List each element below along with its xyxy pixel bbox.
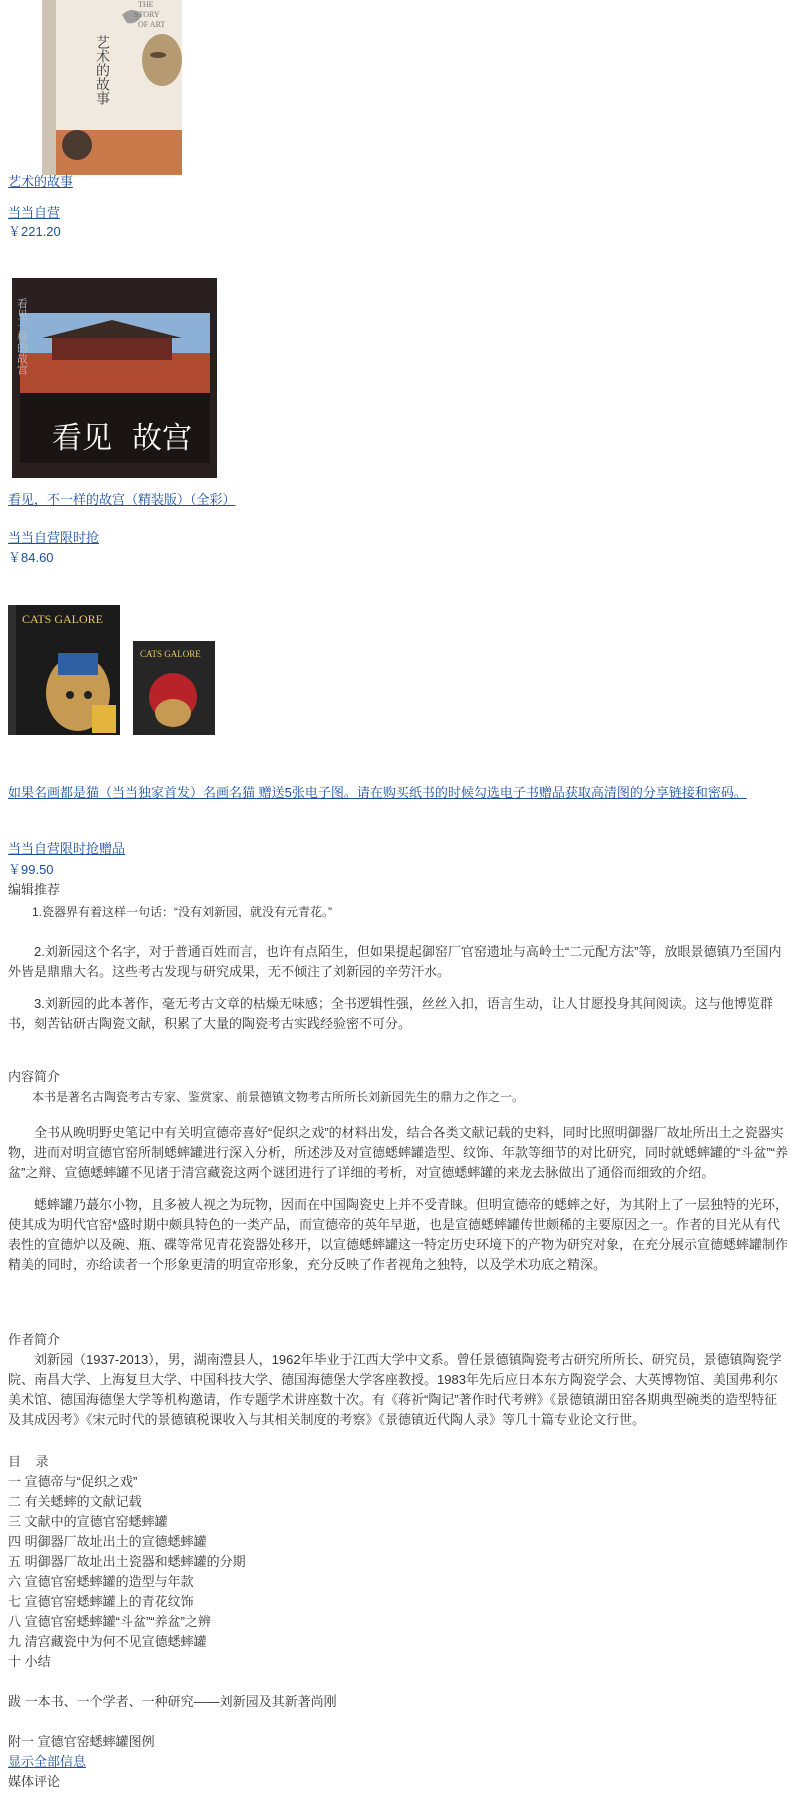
intro-lead: 本书是著名古陶瓷考古专家、鉴赏家、前景德镇文物考古所所长刘新园先生的鼎力之作之一。 bbox=[32, 1090, 525, 1104]
author-paragraph: 刘新园（1937-2013），男，湖南澧县人，1962年毕业于江西大学中文系。曾任景德镇陶瓷考古研究所所长、研究员，景德镇陶瓷学院、南昌大学、上海复旦大学、中国科技大学、德国海德堡大学客座教授。1983年先后应日本东方陶瓷学会、大英博物馆、美国弗利尔美术馆、德国海德堡大学等机构邀请，作专题学术讲座数十次。有《蒋祈“陶记”著作时代考辨》《景德镇湖田窑各期典型碗类的造型特征及其成因考》《宋元时代的景德镇税课收入与其相关制度的考察》《景德镇近代陶人录》等几十篇专业论文行世。 bbox=[8, 1352, 782, 1427]
svg-text:看见: 看见 bbox=[52, 421, 112, 456]
svg-text:CATS GALORE: CATS GALORE bbox=[140, 649, 201, 659]
toc-item: 七 宣德官窑蟋蟀罐上的青花纹饰 bbox=[8, 1594, 194, 1609]
editor-paragraph: 1.瓷器界有着这样一句话：“没有刘新园，就没有元青花。” bbox=[32, 905, 333, 919]
editor-recommend-section bbox=[8, 880, 788, 1034]
toc-item: 五 明御器厂故址出土瓷器和蟋蟀罐的分期 bbox=[8, 1554, 246, 1569]
product-price: ￥84.60 bbox=[8, 550, 54, 565]
product-price: ￥221.20 bbox=[8, 224, 61, 239]
toc-section bbox=[8, 1452, 788, 1792]
book-cover-image[interactable] bbox=[12, 278, 217, 478]
product-price: ￥99.50 bbox=[8, 862, 54, 877]
product-title-link[interactable]: 艺术的故事 bbox=[8, 174, 74, 189]
show-all-info-link[interactable]: 显示全部信息 bbox=[8, 1754, 87, 1769]
toc-item: 三 文献中的宣德官窑蟋蟀罐 bbox=[8, 1514, 168, 1529]
toc-item: 八 宣德官窑蟋蟀罐“斗盆”“养盆”之辨 bbox=[8, 1614, 211, 1629]
svg-text:看见一样的故宫: 看见一样的故宫 bbox=[15, 298, 29, 375]
toc-postscript: 跋 一本书、一个学者、一种研究——刘新园及其新著尚刚 bbox=[8, 1694, 337, 1709]
svg-text:艺术的故事: 艺术的故事 bbox=[94, 35, 110, 105]
toc-item: 十 小结 bbox=[8, 1654, 51, 1669]
svg-text:CATS GALORE: CATS GALORE bbox=[22, 612, 104, 626]
section-heading: 内容简介 bbox=[8, 1069, 61, 1084]
book-cover-image[interactable] bbox=[42, 0, 212, 175]
svg-text:STORY: STORY bbox=[134, 10, 160, 19]
book-cover-image[interactable] bbox=[8, 605, 218, 740]
svg-text:THE: THE bbox=[138, 0, 154, 9]
toc-item: 六 宣德官窑蟋蟀罐的造型与年款 bbox=[8, 1574, 194, 1589]
toc-item: 九 清宫藏瓷中为何不见宣德蟋蟀罐 bbox=[8, 1634, 207, 1649]
toc-item: 一 宣德帝与“促织之戏” bbox=[8, 1474, 138, 1489]
product-seller-link[interactable]: 当当自营限时抢 bbox=[8, 530, 100, 545]
toc-item: 四 明御器厂故址出土的宣德蟋蟀罐 bbox=[8, 1534, 207, 1549]
product-title-link[interactable]: 看见，不一样的故宫（精装版）（全彩） bbox=[8, 492, 236, 507]
editor-paragraph: 2.刘新园这个名字，对于普通百姓而言，也许有点陌生，但如果提起御窑厂官窑遗址与高岭土“二元配方法”等，放眼景德镇乃至国内外皆是鼎鼎大名。这些考古发现与研究成果，无不倾注了刘新园的辛劳汗水。 bbox=[8, 944, 782, 979]
section-heading: 目 录 bbox=[8, 1454, 49, 1469]
section-heading: 作者简介 bbox=[8, 1332, 61, 1347]
author-intro-section bbox=[8, 1330, 788, 1430]
section-heading: 编辑推荐 bbox=[8, 882, 61, 897]
toc-item: 二 有关蟋蟀的文献记载 bbox=[8, 1494, 142, 1509]
toc-appendix: 附一 宣德官窑蟋蟀罐图例 bbox=[8, 1734, 155, 1749]
media-reviews-heading: 媒体评论 bbox=[8, 1774, 61, 1789]
product-seller-link[interactable]: 当当自营 bbox=[8, 205, 61, 220]
svg-text:故宫: 故宫 bbox=[132, 421, 192, 456]
intro-paragraph: 全书从晚明野史笔记中有关明宣德帝喜好“促织之戏”的材料出发，结合各类文献记载的史料，同时比照明御器厂故址所出土之瓷器实物，进而对明宣德官窑所制蟋蟀罐进行深入分析，所述涉及对宣德蟋蟀罐造型、纹饰、年款等细节的对比研究，同时就蟋蟀罐的“斗盆”“养盆”之辩、宣德蟋蟀罐不见诸于清宫藏瓷这两个谜团进行了详细的考析，对宣德蟋蟀罐的来龙去脉做出了通俗而细致的介绍。 bbox=[8, 1125, 788, 1180]
svg-text:OF ART: OF ART bbox=[138, 20, 166, 29]
product-seller-link[interactable]: 当当自营限时抢赠品 bbox=[8, 841, 126, 856]
editor-paragraph: 3.刘新园的此本著作，毫无考古文章的枯燥无味感；全书逻辑性强，丝丝入扣，语言生动，让人甘愿投身其间阅读。这与他博览群书，刻苦钻研古陶瓷文献，积累了大量的陶瓷考古实践经验密不可分。 bbox=[8, 996, 773, 1031]
content-intro-section bbox=[8, 1067, 788, 1275]
product-title-link[interactable]: 如果名画都是猫（当当独家首发）名画名猫 赠送5张电子图。请在购买纸书的时候勾选电子书赠品获取高清图的分享链接和密码。 bbox=[8, 785, 747, 800]
intro-paragraph: 蟋蟀罐乃蕞尔小物，且多被人视之为玩物，因而在中国陶瓷史上并不受青睐。但明宣德帝的蟋蟀之好，为其附上了一层独特的光环，使其成为明代官窑*盛时期中颇具特色的一类产品，而宣德帝的英年早逝，也是宣德蟋蟀罐传世颇稀的主要原因之一。作者的目光从有代表性的宣德炉以及碗、瓶、碟等常见青花瓷器处移开，以宣德蟋蟀罐这一特定历史环境下的产物为研究对象，在充分展示宣德蟋蟀罐制作精美的同时，亦给读者一个形象更清的明宣帝形象，充分反映了作者视角之独特，以及学术功底之精深。 bbox=[8, 1197, 789, 1272]
